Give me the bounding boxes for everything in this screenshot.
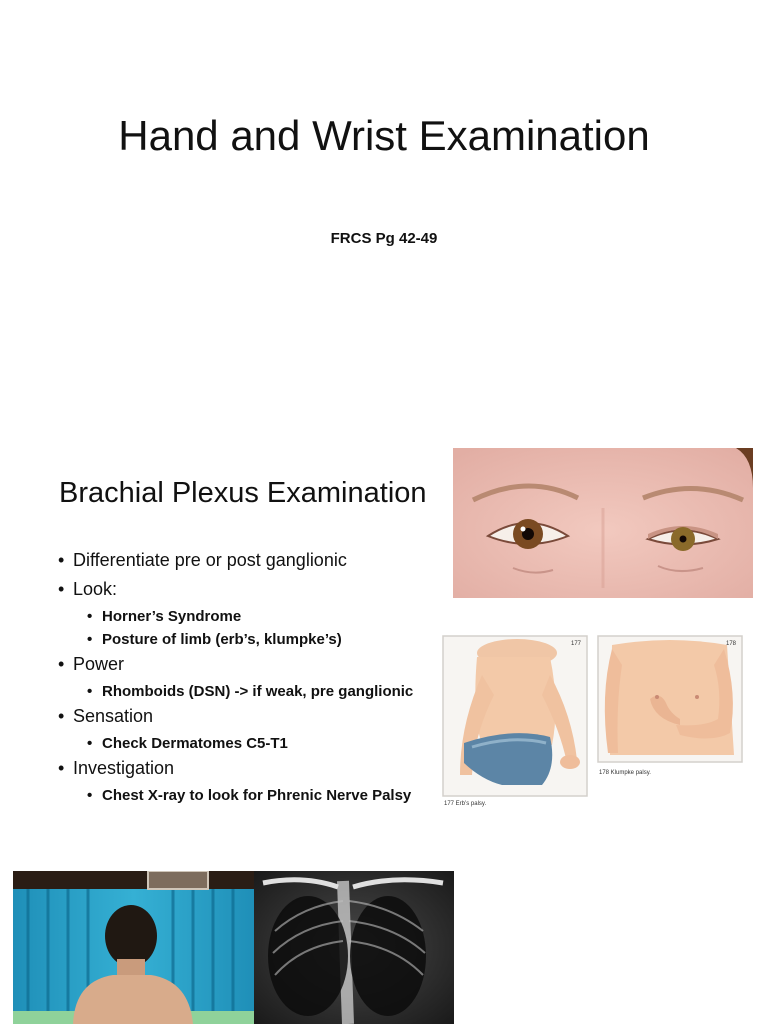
slide-subtitle: FRCS Pg 42-49	[330, 230, 438, 247]
sub-bullet-item: • Chest X-ray to look for Phrenic Nerve Palsy	[58, 785, 438, 808]
bullet-list	[58, 548, 438, 808]
patient-and-xray-photos	[13, 871, 454, 1024]
bullet-item: • Differentiate pre or post ganglionic	[58, 548, 438, 577]
sub-bullet-item: • Rhomboids (DSN) -> if weak, pre ganglionic	[58, 681, 438, 704]
erbs-klumpke-figure	[442, 635, 744, 820]
slide-title: Brachial Plexus Examination	[59, 477, 427, 509]
figure-caption: 178 Klumpke palsy.	[599, 770, 651, 776]
figure-number: 178	[725, 641, 736, 647]
figure-number: 177	[570, 641, 581, 647]
horners-eyes-photo	[453, 448, 753, 598]
content-slide	[0, 430, 768, 1024]
figure-caption: 177 Erb’s palsy.	[444, 801, 487, 807]
sub-bullet-item: • Check Dermatomes C5-T1	[58, 733, 438, 756]
slide-title: Hand and Wrist Examination	[118, 112, 650, 159]
bullet-item: • Look:	[58, 577, 438, 606]
title-slide	[0, 0, 768, 420]
sub-bullet-item: • Horner’s Syndrome	[58, 606, 438, 629]
sub-bullet-item: • Posture of limb (erb’s, klumpke’s)	[58, 629, 438, 652]
bullet-item: • Power	[58, 652, 438, 681]
bullet-item: • Investigation	[58, 756, 438, 785]
bullet-item: • Sensation	[58, 704, 438, 733]
